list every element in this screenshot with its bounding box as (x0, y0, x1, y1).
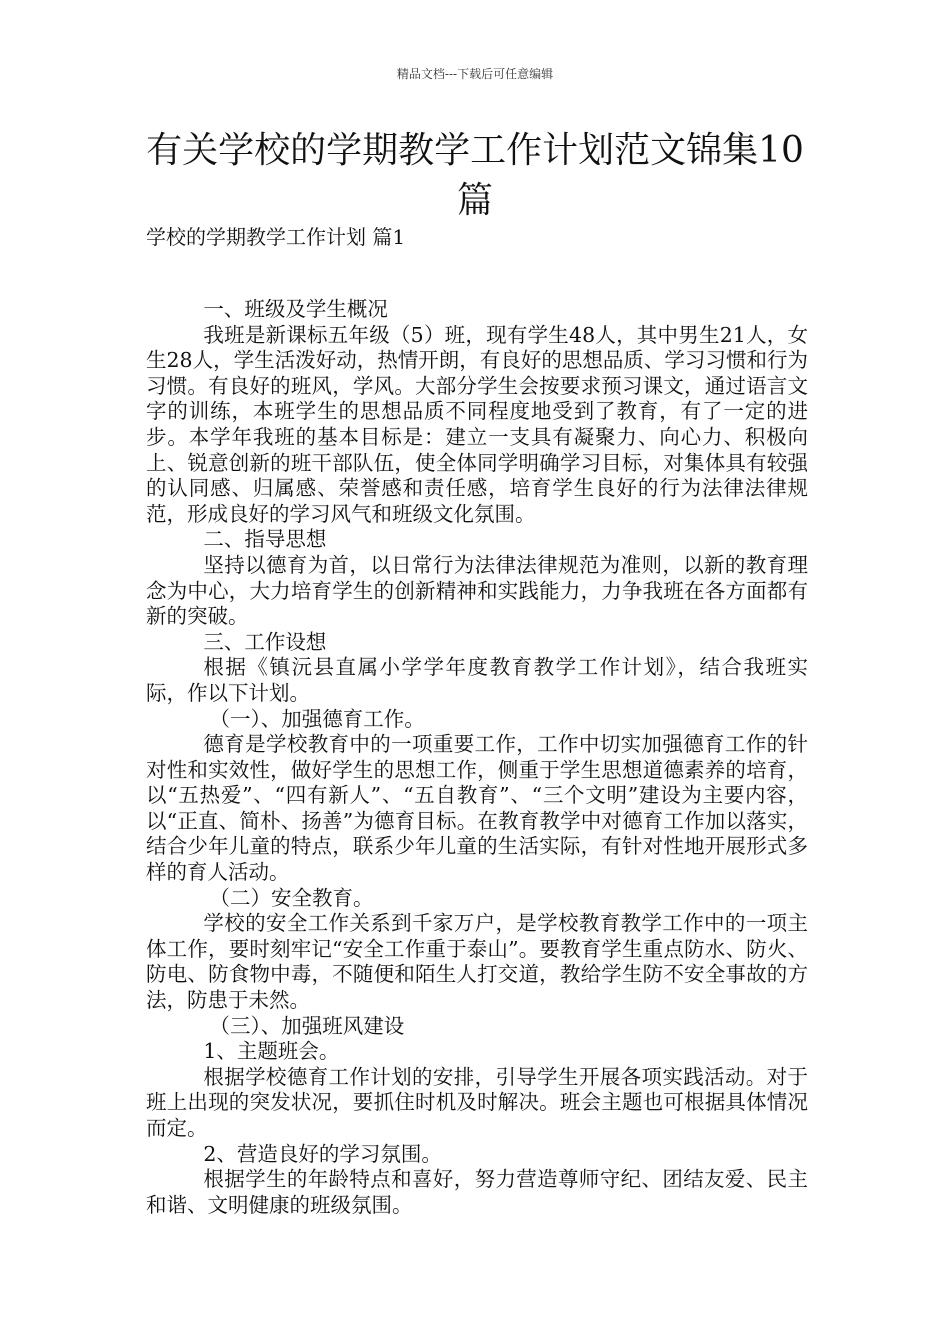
section-title: 学校的学期教学工作计划 篇1 (146, 225, 406, 249)
paragraph-guiding-ideology: 坚持以德育为首，以日常行为法律法律规范为准则，以新的教育理念为中心，大力培育学生的创新精神和实践能力，力争我班在各方面都有新的突破。 (146, 552, 808, 629)
subheading-safety-education: （二）安全教育。 (209, 885, 374, 910)
header-note: 精品文档---下载后可任意编辑 (396, 67, 554, 81)
subheading-class-culture: （三）、加强班风建设 (209, 1013, 405, 1038)
subheading-moral-education: （一）、加强德育工作。 (209, 706, 425, 731)
paragraph-moral-education: 德育是学校教育中的一项重要工作，工作中切实加强德育工作的针对性和实效性，做好学生的思想工作，侧重于学生思想道德素养的培育，以“五热爱”、“四有新人”、“五自教育”、“三个文明”建设为主要内容，以“正直、简朴、扬善”为德育目标。在教育教学中对德育工作加以落实，结合少年儿童的特点，联系少年儿童的生活实际，有针对性地开展形式多样的育人活动。 (146, 732, 808, 885)
heading-class-overview: 一、班级及学生概况 (203, 297, 388, 321)
document-body (146, 297, 808, 1218)
item-learning-atmosphere: 2、营造良好的学习氛围。 (203, 1141, 442, 1166)
paragraph-theme-meeting: 根据学校德育工作计划的安排，引导学生开展各项实践活动。对于班上出现的突发状况，要抓住时机及时解决。班会主题也可根据具体情况而定。 (146, 1064, 808, 1140)
paragraph-safety-education: 学校的安全工作关系到千家万户，是学校教育教学工作中的一项主体工作，要时刻牢记“安全工作重于泰山”。要教育学生重点防水、防火、防电、防食物中毒，不随便和陌生人打交道，教给学生防不安全事故的方法，防患于未然。 (146, 911, 808, 1013)
document-title: 有关学校的学期教学工作计划范文锦集10篇 (146, 130, 804, 221)
paragraph-class-overview: 我班是新课标五年级（5）班，现有学生48人，其中男生21人，女生28人，学生活泼好动，热情开朗，有良好的思想品质、学习习惯和行为习惯。有良好的班风，学风。大部分学生会按要求预习课文，通过语言文字的训练，本班学生的思想品质不同程度地受到了教育，有了一定的进步。本学年我班的基本目标是：建立一支具有凝聚力、向心力、积极向上、锐意创新的班干部队伍，使全体同学明确学习目标，对集体具有较强的认同感、归属感、荣誉感和责任感，培育学生良好的行为法律法律规范，形成良好的学习风气和班级文化氛围。 (146, 322, 808, 526)
paragraph-work-plan: 根据《镇沅县直属小学学年度教育教学工作计划》，结合我班实际，作以下计划。 (146, 655, 808, 705)
item-theme-meeting: 1、主题班会。 (203, 1039, 340, 1064)
heading-work-plan: 三、工作设想 (203, 629, 327, 654)
heading-guiding-ideology: 二、指导思想 (203, 527, 327, 552)
paragraph-learning-atmosphere: 根据学生的年龄特点和喜好，努力营造尊师守纪、团结友爱、民主和谐、文明健康的班级氛围。 (146, 1167, 808, 1217)
